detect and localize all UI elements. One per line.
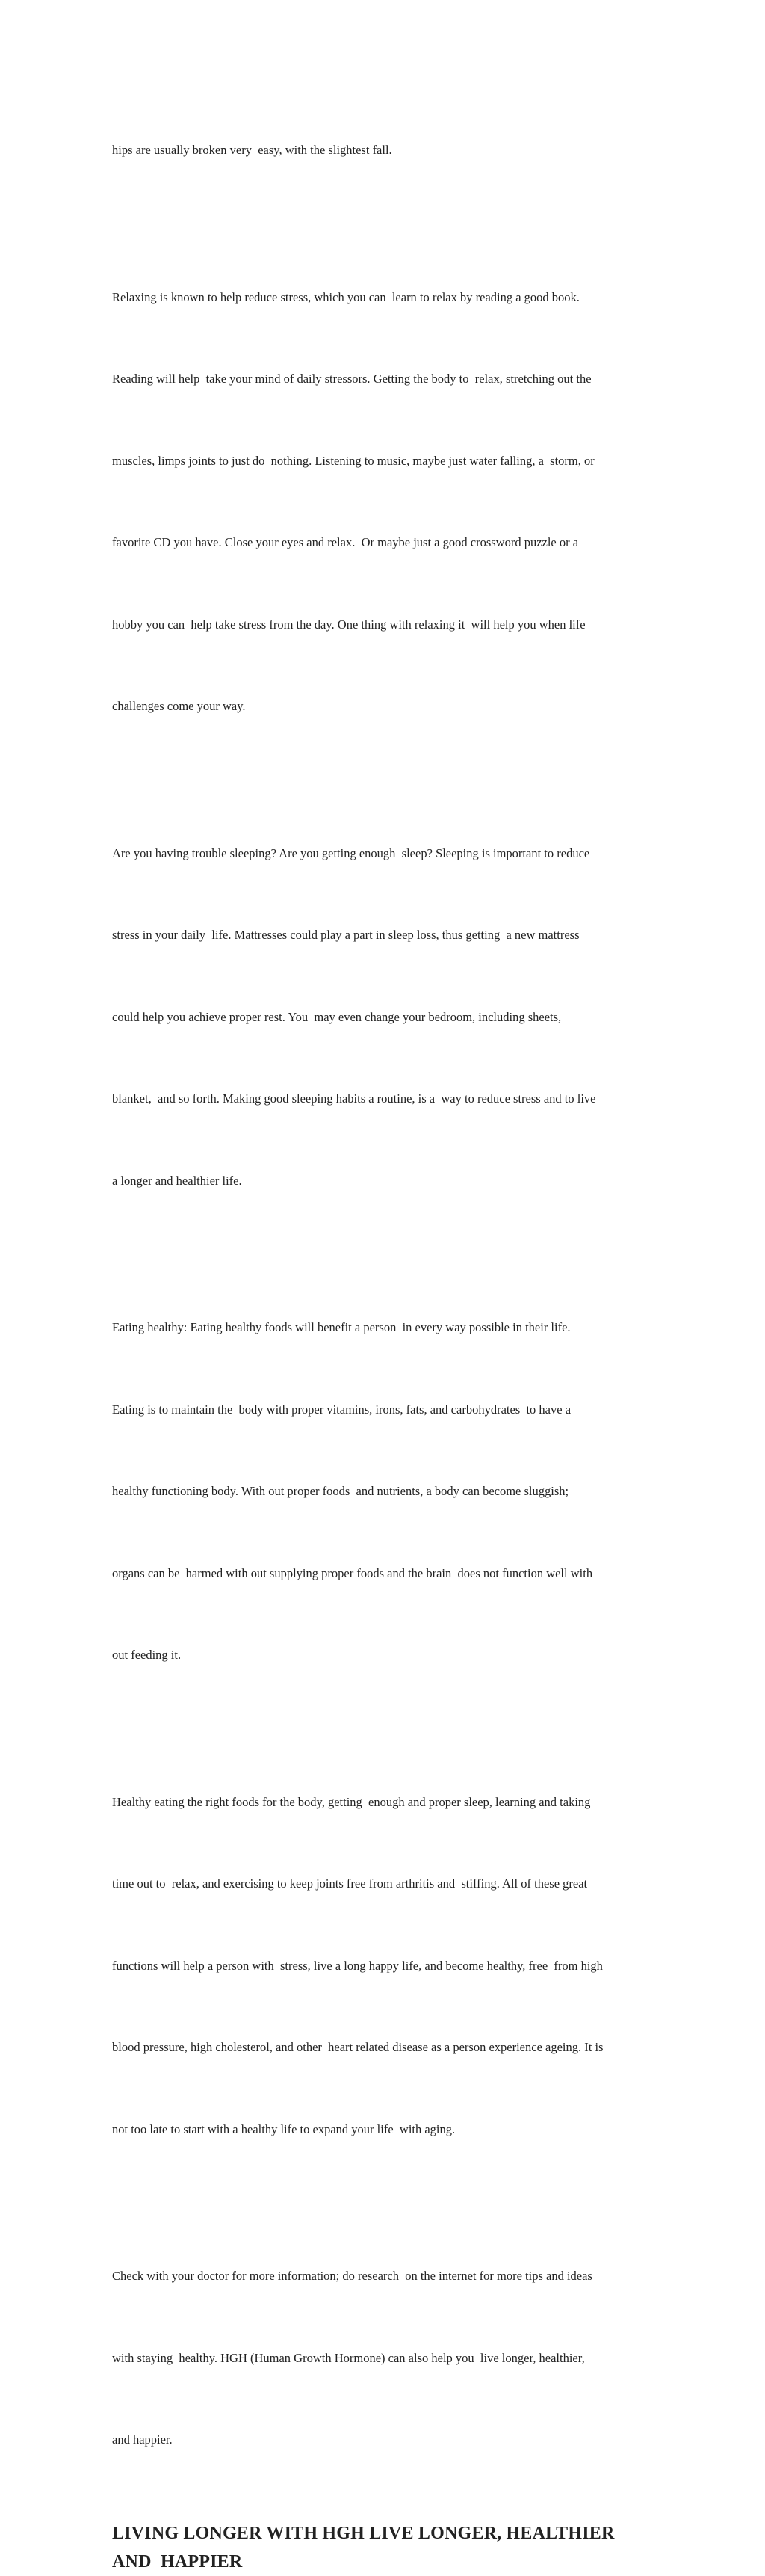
text-line: Reading will help take your mind of daily stressors. Getting the body to relax, stretching out the [112,372,592,386]
paragraph-sleeping [112,786,665,1250]
text-line: Eating healthy: Eating healthy foods will benefit a person in every way possible in their life. [112,1320,571,1334]
text-line: functions will help a person with stress, live a long happy life, and become healthy, free from high [112,1958,603,1973]
heading-line: AND HAPPIER [112,2551,243,2572]
text-line: with staying healthy. HGH (Human Growth Hormone) can also help you live longer, healthier, [112,2350,585,2365]
text-line: Are you having trouble sleeping? Are you getting enough sleep? Sleeping is important to reduce [112,845,590,860]
heading-line: LIVING LONGER WITH HGH LIVE LONGER, HEALTHIER [112,2523,615,2543]
section-heading [112,2519,665,2576]
text-line: hobby you can help take stress from the day. One thing with relaxing it will help you when life [112,617,586,632]
text-line: not too late to start with a healthy life to expand your life with aging. [112,2121,456,2136]
text-line: challenges come your way. [112,699,246,713]
text-line: time out to relax, and exercising to keep joints free from arthritis and stiffing. All of these great [112,1876,588,1891]
document-page [112,82,665,2576]
paragraph-hip-fractures [112,82,665,219]
text-line: Check with your doctor for more information; do research on the internet for more tips and ideas [112,2269,592,2283]
text-line: stress in your daily life. Mattresses could play a part in sleep loss, thus getting a new mattress [112,928,580,942]
text-line: blanket, and so forth. Making good sleeping habits a routine, is a way to reduce stress and to live [112,1091,596,1106]
text-line: Healthy eating the right foods for the body, getting enough and proper sleep, learning and taking [112,1794,591,1809]
text-line: favorite CD you have. Close your eyes and relax. Or maybe just a good crossword puzzle or a [112,535,579,549]
paragraph-eating-healthy [112,1260,665,1724]
text-line: could help you achieve proper rest. You may even change your bedroom, including sheets, [112,1009,562,1024]
paragraph-doctor-advice [112,2208,665,2509]
text-line: blood pressure, high cholesterol, and other heart related disease as a person experience ageing. It is [112,2040,604,2054]
text-line: hips are usually broken very easy, with the slightest fall. [112,143,392,157]
text-line: Eating is to maintain the body with proper vitamins, irons, fats, and carbohydrates to have a [112,1402,572,1417]
text-line: out feeding it. [112,1648,182,1662]
text-line: healthy functioning body. With out proper foods and nutrients, a body can become sluggish; [112,1484,569,1498]
text-line: Relaxing is known to help reduce stress, which you can learn to relax by reading a good book. [112,289,580,304]
text-line: organs can be harmed with out supplying proper foods and the brain does not function well with [112,1565,593,1580]
paragraph-relaxing [112,229,665,775]
text-line: and happier. [112,2432,173,2447]
text-line: a longer and healthier life. [112,1173,242,1188]
text-line: muscles, limps joints to just do nothing. Listening to music, maybe just water falling, a storm, or [112,453,595,468]
paragraph-summary [112,1734,665,2198]
